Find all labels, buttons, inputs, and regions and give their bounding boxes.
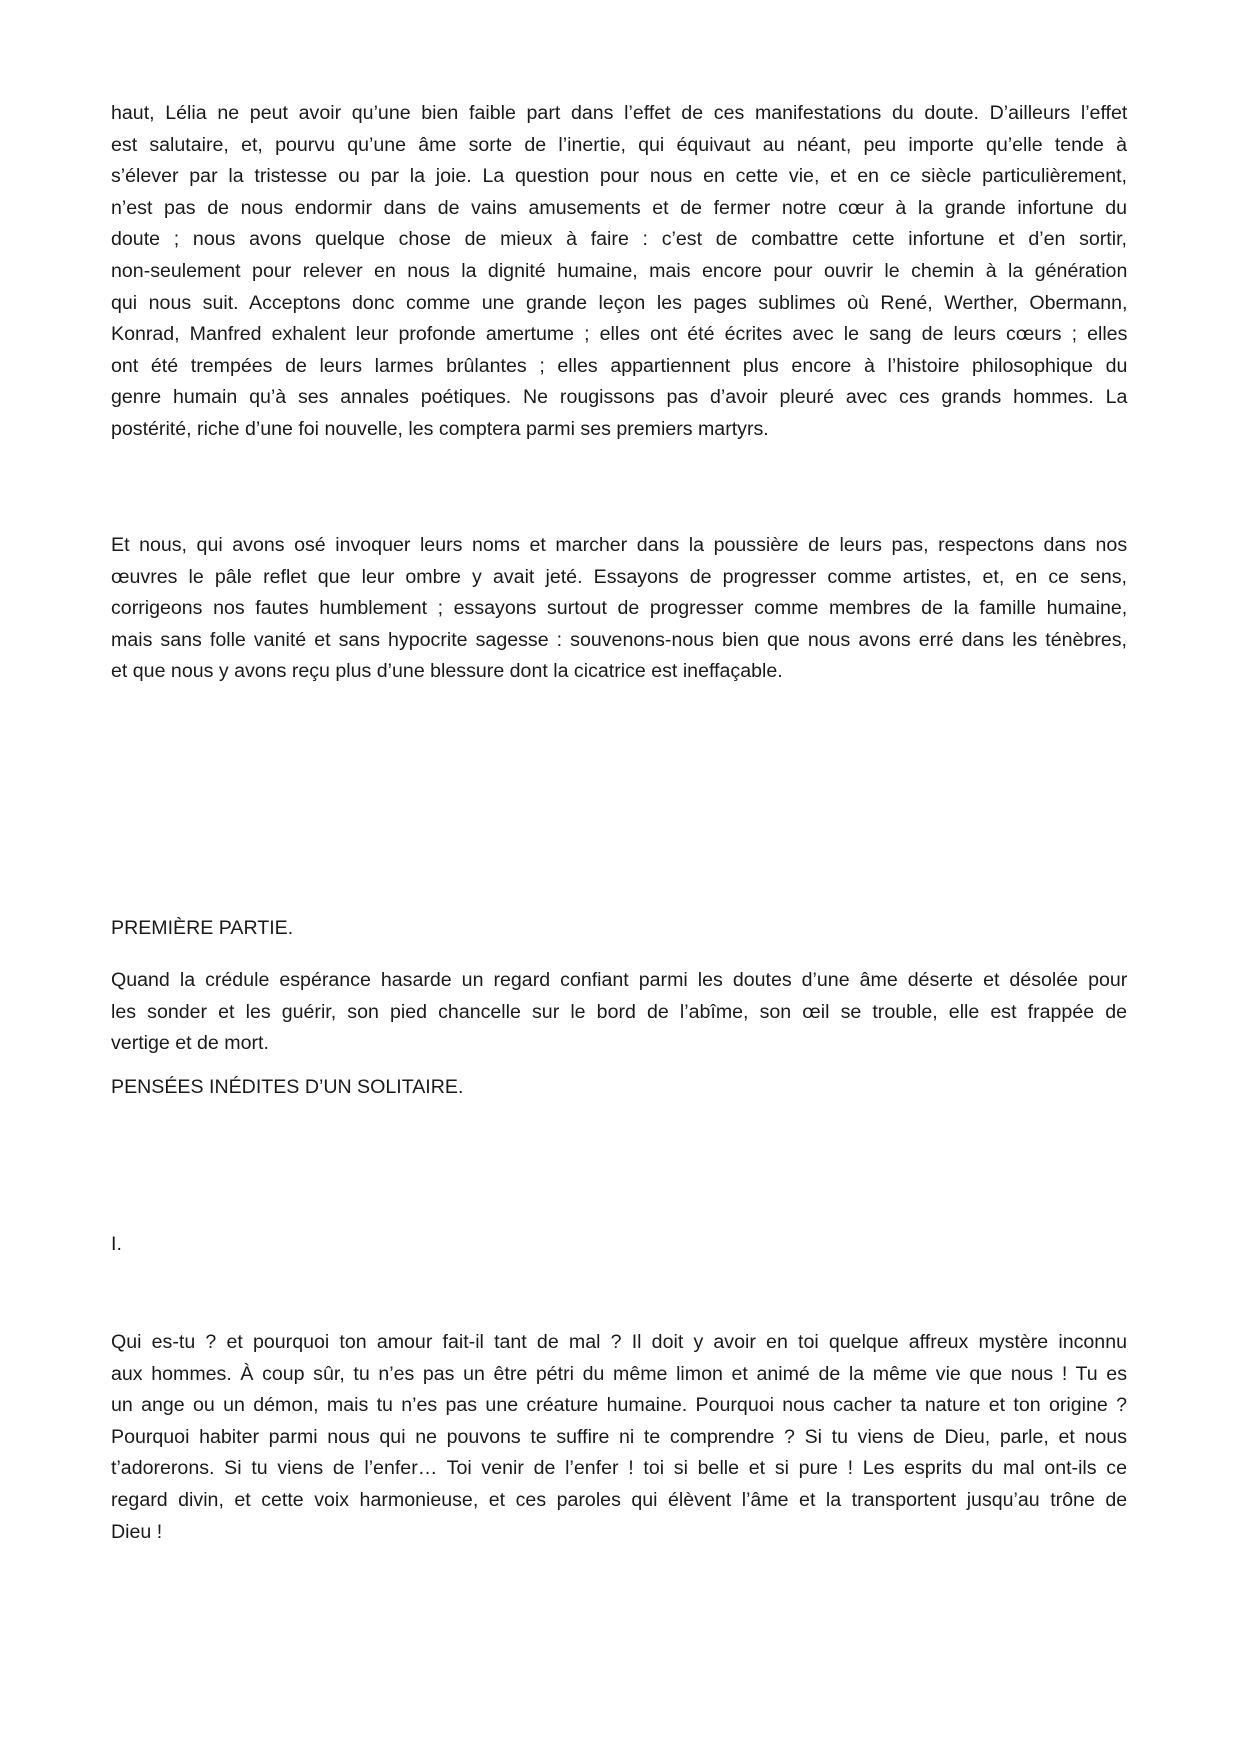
text-line: doute ; nous avons quelque chose de mieux à faire : c’est de combattre cette infortune et d’en sortir, xyxy=(111,228,1127,251)
text-line: les sonder et les guérir, son pied chancelle sur le bord de l’abîme, son œil se trouble, elle est frappée de xyxy=(111,1000,1127,1023)
text-line: Qui es-tu ? et pourquoi ton amour fait-il tant de mal ? Il doit y avoir en toi quelque affreux mystère inconnu xyxy=(111,1331,1127,1353)
text-line: n’est pas de nous endormir dans de vains amusements et de fermer notre cœur à la grande infortune du xyxy=(111,196,1128,219)
text-line: Pourquoi habiter parmi nous qui ne pouvons te suffire ni te comprendre ? Si tu viens de Dieu, parle, et nous xyxy=(111,1425,1127,1448)
text-line: t’adorerons. Si tu viens de l’enfer… Toi venir de l’enfer ! toi si belle et si pure ! Les esprits du mal ont-ils ce xyxy=(111,1457,1127,1480)
text-line: Konrad, Manfred exhalent leur profonde amertume ; elles ont été écrites avec le sang de leurs cœurs ; elles xyxy=(111,323,1128,346)
text-line: est salutaire, et, pourvu qu’une âme sorte de l’inertie, qui équivaut au néant, peu importe qu’elle tende à xyxy=(111,133,1127,156)
text-line: œuvres le pâle reflet que leur ombre y avait jeté. Essayons de progresser comme artistes, et, en ce sens, xyxy=(111,565,1127,588)
text-line: qui nous suit. Acceptons donc comme une grande leçon les pages sublimes où René, Werther, Obermann, xyxy=(111,291,1128,314)
text-line: regard divin, et cette voix harmonieuse, et ces paroles qui élèvent l’âme et la transportent jusqu’au trône de xyxy=(111,1488,1128,1511)
text-line: Et nous, qui avons osé invoquer leurs noms et marcher dans la poussière de leurs pas, respectons dans nos xyxy=(111,534,1128,556)
text-line: ont été trempées de leurs larmes brûlantes ; elles appartiennent plus encore à l’histoire philosophique du xyxy=(111,354,1128,377)
chapter-number: I. xyxy=(111,1233,122,1255)
part-title: PREMIÈRE PARTIE. xyxy=(111,917,294,939)
text-line: un ange ou un démon, mais tu n’es pas une créature humaine. Pourquoi nous cacher ta nature et ton origine ? xyxy=(111,1394,1127,1417)
text-line: corrigeons nos fautes humblement ; essayons surtout de progresser comme membres de la famille humaine, xyxy=(111,597,1128,620)
text-line: genre humain qu’à ses annales poétiques. Ne rougissons pas d’avoir pleuré avec ces grands hommes. La xyxy=(111,386,1128,409)
paragraph-preface-end xyxy=(111,98,1127,446)
text-line: Dieu ! xyxy=(111,1520,163,1543)
text-line: aux hommes. À coup sûr, tu n’es pas un être pétri du même limon et animé de la même vie que nous ! Tu es xyxy=(111,1362,1127,1385)
text-line: Quand la crédule espérance hasarde un regard confiant parmi les doutes d’une âme déserte et désolée pour xyxy=(111,969,1128,991)
text-line: mais sans folle vanité et sans hypocrite sagesse : souvenons-nous bien que nous avons erré dans les ténèbres, xyxy=(111,628,1127,651)
text-line: haut, Lélia ne peut avoir qu’une bien faible part dans l’effet de ces manifestations du doute. D’ailleurs l’effet xyxy=(111,102,1128,124)
text-line: s’élever par la tristesse ou par la joie. La question pour nous en cette vie, et en ce siècle particulièrement, xyxy=(111,165,1127,188)
text-line: non-seulement pour relever en nous la dignité humaine, mais encore pour ouvrir le chemin à la génération xyxy=(111,259,1128,282)
text-line: et que nous y avons reçu plus d’une blessure dont la cicatrice est ineffaçable. xyxy=(111,660,783,683)
paragraph-artists xyxy=(111,530,1127,688)
text-line: vertige et de mort. xyxy=(111,1032,269,1055)
epigraph-source: PENSÉES INÉDITES D’UN SOLITAIRE. xyxy=(111,1076,464,1098)
paragraph-chapter-one xyxy=(111,1327,1127,1548)
epigraph xyxy=(111,965,1127,1060)
text-line: postérité, riche d’une foi nouvelle, les comptera parmi ses premiers martyrs. xyxy=(111,417,769,440)
